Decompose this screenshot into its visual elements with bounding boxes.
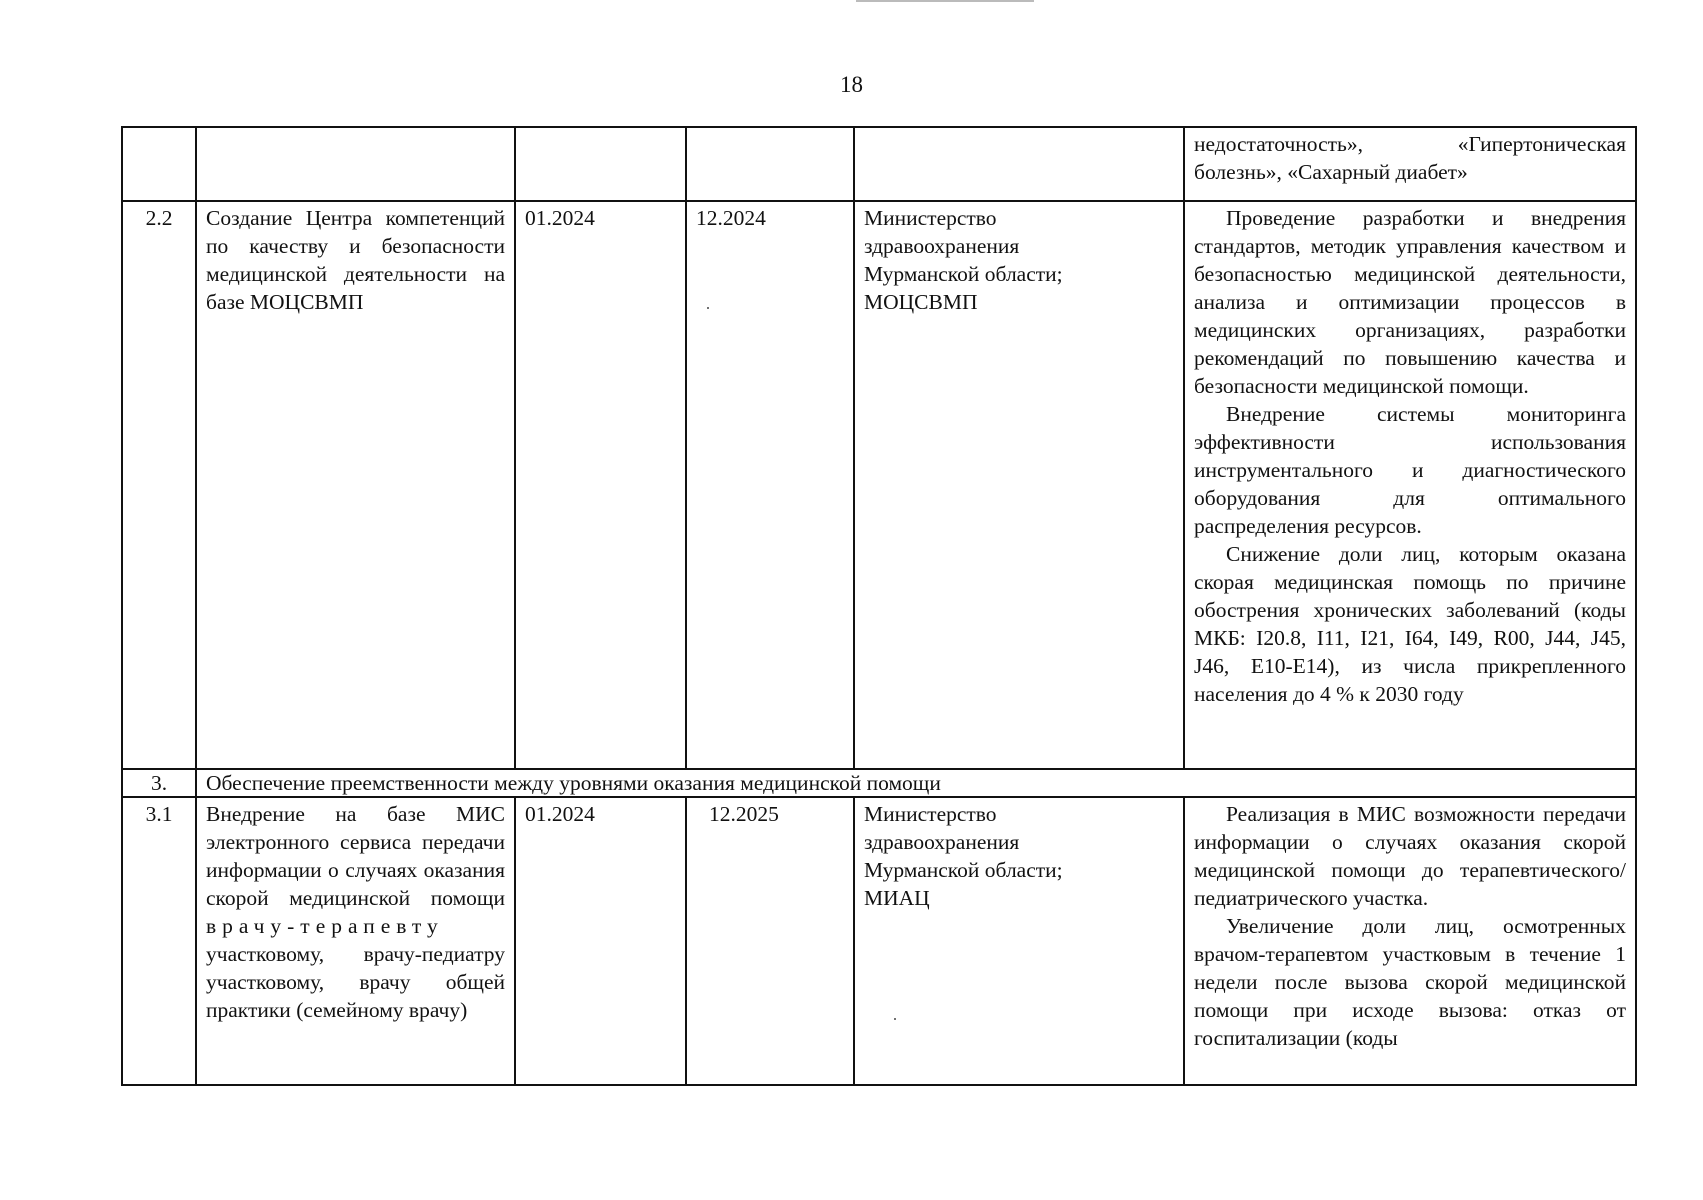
event-cell: Создание Центра компетенций по качеству и безопасности медицинской деятельности на базе МОЦСВМП xyxy=(196,201,515,769)
responsible-cell xyxy=(854,797,1184,1085)
responsible-line: Министерство xyxy=(864,206,997,230)
cell-empty xyxy=(196,127,515,201)
section-number: 3. xyxy=(122,769,196,797)
responsible-line: Мурманской области; xyxy=(864,858,1063,882)
responsible-line: МИАЦ xyxy=(864,886,930,910)
table-row-2-2 xyxy=(122,201,1636,769)
end-date-cell: 12.2024 xyxy=(686,201,854,769)
responsible-cell xyxy=(854,201,1184,769)
start-date-cell: 01.2024 xyxy=(515,797,686,1085)
result-cell xyxy=(1184,797,1636,1085)
responsible-line: Министерство xyxy=(864,802,997,826)
result-cell xyxy=(1184,201,1636,769)
result-paragraph: Внедрение системы мониторинга эффективности использования инструментального и диагностического оборудования для оптимального распределения ресурсов. xyxy=(1194,402,1626,538)
result-paragraph: Реализация в МИС возможности передачи информации о случаях оказания скорой медицинской помощи до терапевтического/педиатрического участка. xyxy=(1194,802,1626,910)
start-date-cell: 01.2024 xyxy=(515,201,686,769)
row-number: 2.2 xyxy=(122,201,196,769)
event-text: участковому, врачу-педиатру участковому, врачу общей практики (семейному врачу) xyxy=(206,942,505,1022)
result-paragraph: Увеличение доли лиц, осмотренных врачом-терапевтом участковым в течение 1 недели после вызова скорой медицинской помощи при исходе вызова: отказ от госпитализации (коды xyxy=(1194,914,1626,1050)
table-row-continuation xyxy=(122,127,1636,201)
cell-empty xyxy=(122,127,196,201)
result-cell: недостаточность», «Гипертоническая болезнь», «Сахарный диабет» xyxy=(1184,127,1636,201)
measures-table xyxy=(121,126,1637,1086)
end-date-cell: 12.2025 xyxy=(686,797,854,1085)
responsible-line: здравоохранения xyxy=(864,830,1020,854)
responsible-line: Мурманской области; xyxy=(864,262,1063,286)
cell-empty xyxy=(515,127,686,201)
event-cell xyxy=(196,797,515,1085)
scan-speck xyxy=(707,307,709,309)
result-paragraph: Снижение доли лиц, которым оказана скорая медицинская помощь по причине обострения хронических заболеваний (коды МКБ: I20.8, I11, I21, I64, I49, R00, J44, J45, J46, E10-E14), из числа прикрепленного населения до 4 % к 2030 году xyxy=(1194,542,1626,706)
responsible-line: МОЦСВМП xyxy=(864,290,978,314)
cell-empty xyxy=(854,127,1184,201)
event-text: Внедрение на базе МИС электронного сервиса передачи информации о случаях оказания скорой медицинской помощи xyxy=(206,802,505,910)
result-paragraph: Проведение разработки и внедрения стандартов, методик управления качеством и безопасностью медицинской деятельности, анализа и оптимизации процессов в медицинских организациях, разработки рекомендаций по повышению качества и безопасности медицинской помощи. xyxy=(1194,206,1626,398)
responsible-line: здравоохранения xyxy=(864,234,1020,258)
section-row-3 xyxy=(122,769,1636,797)
cell-empty xyxy=(686,127,854,201)
scan-speck xyxy=(894,1018,896,1020)
table-row-3-1 xyxy=(122,797,1636,1085)
section-title: Обеспечение преемственности между уровнями оказания медицинской помощи xyxy=(196,769,1636,797)
page-number: 18 xyxy=(840,72,863,97)
header-rule xyxy=(856,0,1034,2)
row-number: 3.1 xyxy=(122,797,196,1085)
event-text-spaced: врачу-терапевту xyxy=(206,914,444,938)
